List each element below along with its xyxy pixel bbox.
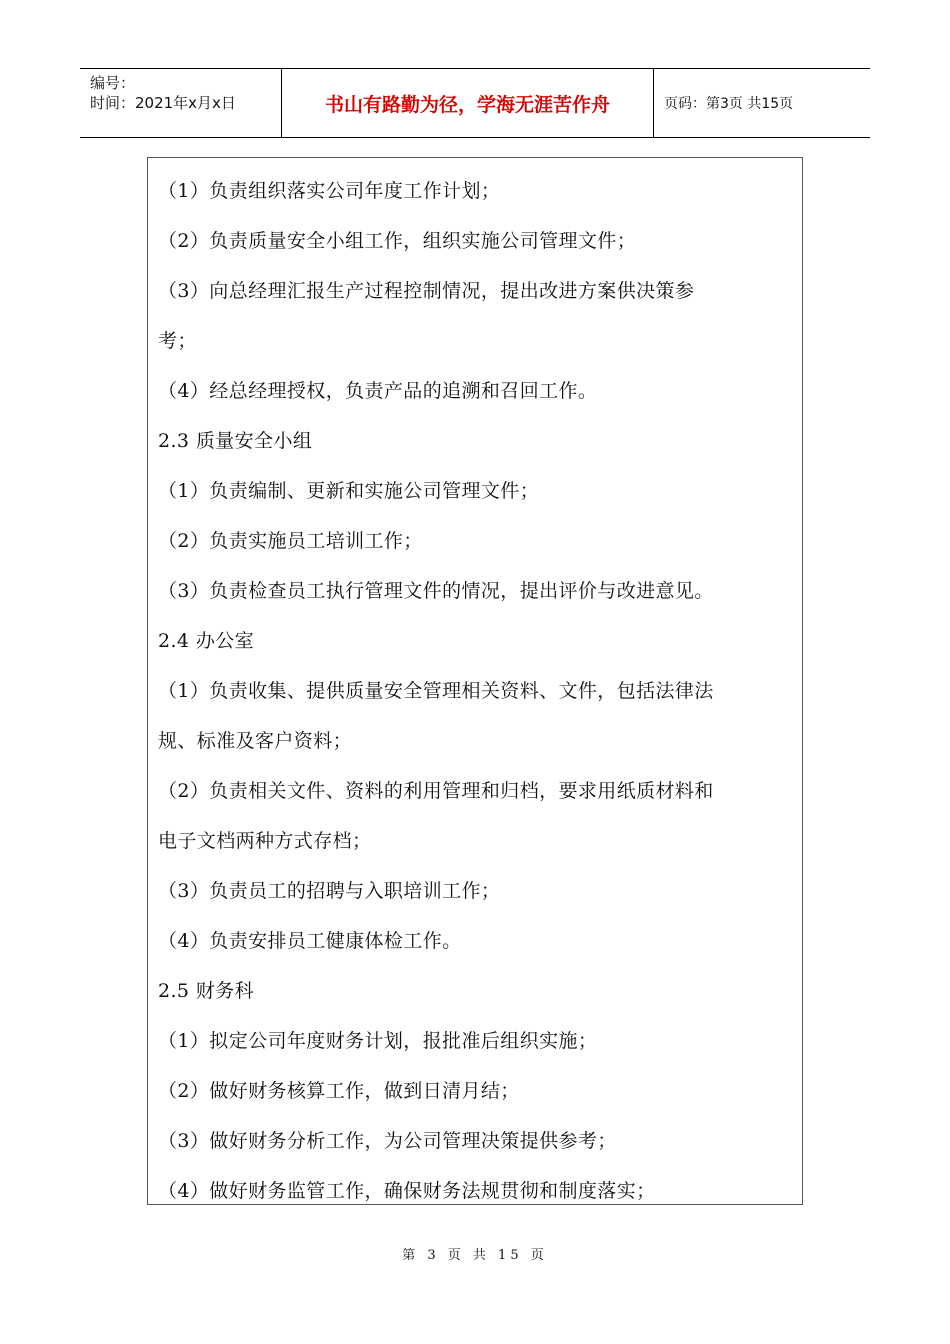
section-heading: 2.5 财务科 xyxy=(158,980,255,1002)
content-box xyxy=(147,157,803,1205)
text-line: （3）负责员工的招聘与入职培训工作； xyxy=(158,880,501,902)
text-line: （3）做好财务分析工作，为公司管理决策提供参考； xyxy=(158,1130,617,1152)
text-line: （4）经总经理授权，负责产品的追溯和召回工作。 xyxy=(158,380,598,402)
text-line: （1）负责编制、更新和实施公司管理文件； xyxy=(158,480,540,502)
page-footer: 第 3 页 共 15 页 xyxy=(402,1248,548,1263)
header-meta xyxy=(80,69,282,137)
text-line: 考； xyxy=(158,330,197,352)
text-line: （2）做好财务核算工作，做到日清月结； xyxy=(158,1080,520,1102)
text-line: （4）做好财务监管工作，确保财务法规贯彻和制度落实； xyxy=(158,1180,656,1202)
text-line: （3）向总经理汇报生产过程控制情况，提出改进方案供决策参 xyxy=(158,280,695,302)
text-line: （4）负责安排员工健康体检工作。 xyxy=(158,930,462,952)
text-line: 电子文档两种方式存档； xyxy=(158,830,372,852)
document-date: 时间：2021年x月x日 xyxy=(90,94,236,112)
text-line: （1）负责收集、提供质量安全管理相关资料、文件，包括法律法 xyxy=(158,680,714,702)
section-heading: 2.3 质量安全小组 xyxy=(158,430,313,452)
text-line: （1）拟定公司年度财务计划，报批准后组织实施； xyxy=(158,1030,598,1052)
text-line: （2）负责质量安全小组工作，组织实施公司管理文件； xyxy=(158,230,637,252)
section-heading: 2.4 办公室 xyxy=(158,630,255,652)
header-motto: 书山有路勤为径，学海无涯苦作舟 xyxy=(282,69,654,137)
text-line: （2）负责实施员工培训工作； xyxy=(158,530,423,552)
header-page-info: 页码：第3页 共15页 xyxy=(664,96,794,112)
text-line: （3）负责检查员工执行管理文件的情况，提出评价与改进意见。 xyxy=(158,580,714,602)
document-number-label: 编号： xyxy=(90,74,136,92)
text-line: （1）负责组织落实公司年度工作计划； xyxy=(158,180,501,202)
page-header xyxy=(80,68,870,138)
text-line: （2）负责相关文件、资料的利用管理和归档，要求用纸质材料和 xyxy=(158,780,714,802)
text-line: 规、标准及客户资料； xyxy=(158,730,353,752)
